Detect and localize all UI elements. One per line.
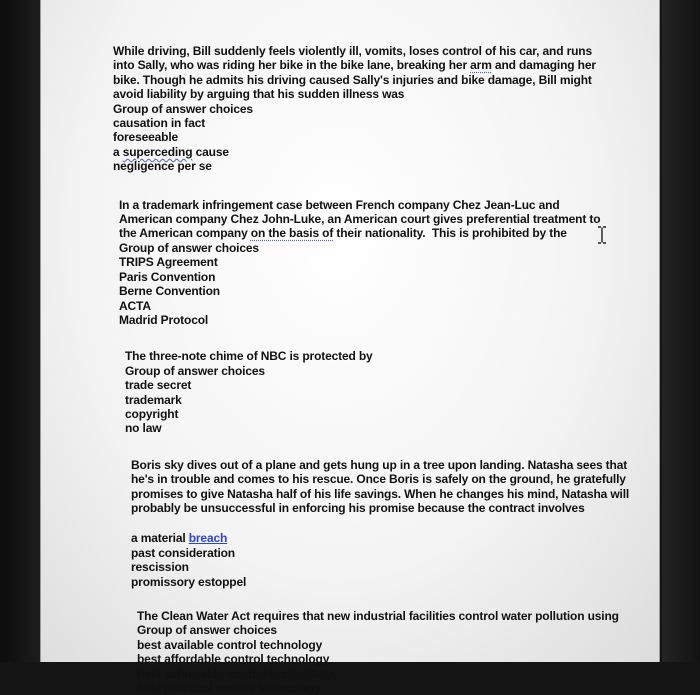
question-1-stem [113,44,633,102]
screen-left-edge [0,0,40,662]
answer-choice[interactable]: Berne Convention [119,284,220,299]
answer-choice[interactable]: promissory estoppel [131,574,247,589]
stem-line: promises to give Natasha half of his life savings. When he changes his mind, Natasha will [131,486,630,501]
answer-choice[interactable]: causation in fact [113,116,206,131]
stem-line: In a trademark infringement case between French company Chez Jean-Luc and [119,197,560,212]
choices-label: Group of answer choices [125,363,265,378]
choices-label: Group of answer choices [119,240,259,255]
answer-choice[interactable]: Paris Convention [119,269,216,284]
stem-line: the American company on the basis of their nationality. This is prohibited by the [119,226,567,241]
answer-choice[interactable]: a material breach [131,531,228,546]
answer-choice[interactable]: rescission [131,560,189,575]
answer-choice[interactable]: foreseeable [113,130,179,145]
question-2 [119,198,633,328]
answer-choice[interactable]: trade secret [125,378,192,393]
stem-line: The Clean Water Act requires that new industrial facilities control water pollution using [137,609,619,623]
question-3-stem [125,349,633,363]
stem-line: Boris sky dives out of a plane and gets hung up in a tree upon landing. Natasha sees that [131,457,628,472]
answer-choice[interactable]: no law [125,421,162,436]
screen-right-edge [662,0,700,662]
stem-line: While driving, Bill suddenly feels violently ill, vomits, loses control of his car, and runs [113,44,592,58]
answer-choice[interactable]: best affordable control technology [137,652,330,667]
choices-label: Group of answer choices [113,101,253,116]
question-2-stem [119,198,633,241]
stem-line: The three-note chime of NBC is protected by [125,349,373,364]
answer-choice[interactable]: TRIPS Agreement [119,255,218,270]
question-5-stem [137,609,633,623]
answer-choice[interactable]: ACTA [119,298,151,313]
stem-line: American company Chez John-Luke, an American court gives preferential treatment to [119,212,601,227]
question-5 [137,609,633,695]
stem-line: he's in trouble and comes to his rescue. Once Boris is safely on the ground, he gratefully [131,472,626,487]
answer-choice[interactable]: best practical control technology [137,681,321,695]
question-4 [131,458,633,589]
answer-choice[interactable]: Madrid Protocol [119,312,209,327]
text-cursor-icon [597,226,607,244]
stem-line: bike. Though he admits his driving caused Sally's injuries and bike damage, Bill might [113,72,592,87]
stem-line: probably be unsuccessful in enforcing his promise because the contract involves [131,500,585,515]
answer-choice[interactable]: best achievable control technology [137,666,333,681]
question-3 [125,349,633,435]
answer-choice[interactable]: best available control technology [137,637,323,652]
stem-line: into Sally, who was riding her bike in the bike lane, breaking her arm and damaging her [113,58,596,73]
answer-choice[interactable]: copyright [125,406,179,421]
answer-choice[interactable]: negligence per se [113,159,212,174]
question-4-stem [131,458,633,516]
answer-choice[interactable]: trademark [125,392,182,407]
question-1 [113,44,633,174]
answer-choice[interactable]: a superceding cause [113,144,229,159]
stem-line: avoid liability by arguing that his sudden illness was [113,87,405,102]
answer-choice[interactable]: past consideration [131,545,235,560]
choices-label: Group of answer choices [137,623,277,638]
document-page [40,0,660,695]
quiz-content [113,44,633,695]
